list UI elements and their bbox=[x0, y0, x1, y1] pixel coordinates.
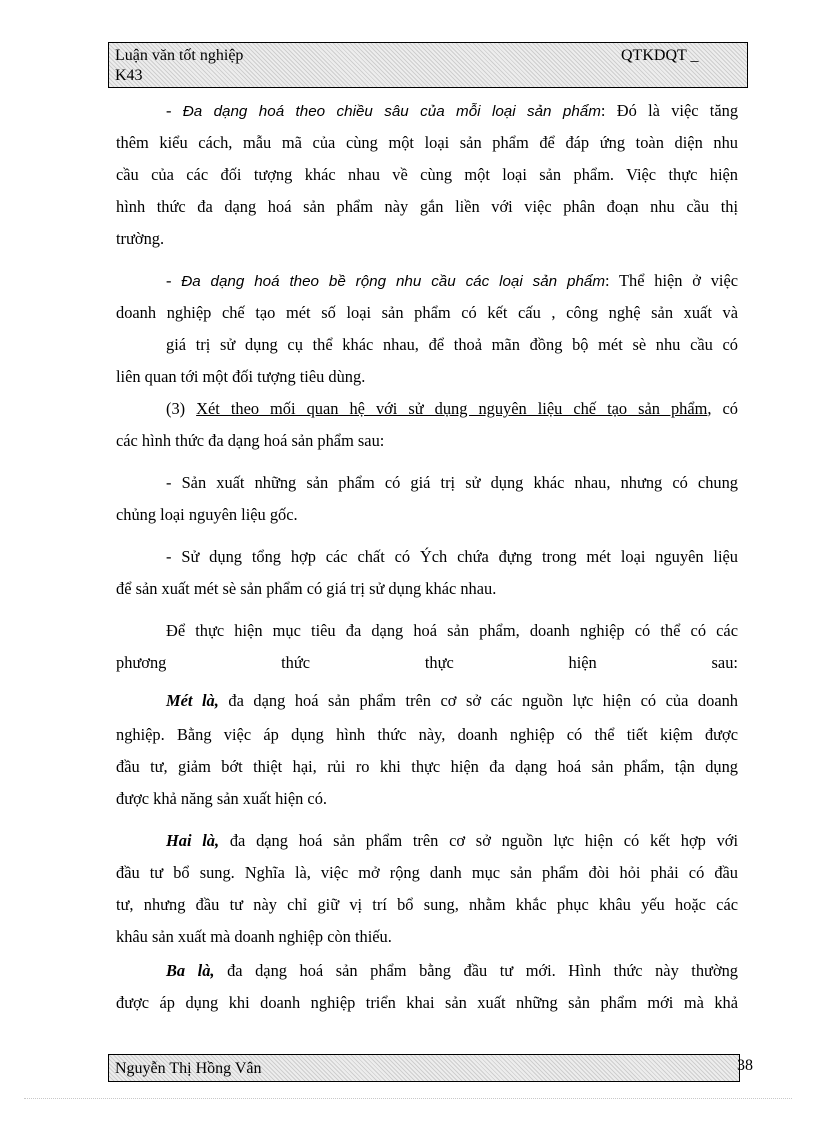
text-line: đầu tư, giảm bớt thiệt hại, rủi ro khi thực hiện đa dạng hoá sản phẩm, tận dụng bbox=[116, 757, 738, 776]
text-line: - Đa dạng hoá theo bề rộng nhu cầu các loại sản phẩm: Thể hiện ở việc bbox=[166, 271, 738, 290]
text-line: hình thức đa dạng hoá sản phẩm này gắn liền với việc phân đoạn nhu cầu thị bbox=[116, 197, 738, 216]
text-line: được khả năng sản xuất hiện có. bbox=[116, 789, 327, 808]
page-number: 38 bbox=[737, 1057, 753, 1074]
text-line: Mét là, đa dạng hoá sản phẩm trên cơ sở các nguồn lực hiện có của doanh bbox=[166, 691, 738, 710]
italic-term: Đa dạng hoá theo chiều sâu của mỗi loại sản phẩm bbox=[182, 103, 601, 120]
text-line: giá trị sử dụng cụ thể khác nhau, để thoả mãn đồng bộ mét sè nhu cầu có bbox=[166, 335, 738, 354]
text-line: Ba là, đa dạng hoá sản phẩm bằng đầu tư mới. Hình thức này thường bbox=[166, 961, 739, 980]
text-line: trường. bbox=[116, 229, 165, 248]
text-line: - Đa dạng hoá theo chiều sâu của mỗi loại sản phẩm: Đó là việc tăng bbox=[166, 101, 739, 120]
text-line: khâu sản xuất mà doanh nghiệp còn thiếu. bbox=[116, 927, 392, 946]
text-line-spread: phương thức thực hiện sau: bbox=[116, 653, 738, 672]
header-course-code: QTKDQT _ bbox=[621, 47, 699, 64]
text-line: thêm kiểu cách, mẫu mã của cùng một loại sản phẩm để đáp ứng toàn diện nhu bbox=[116, 133, 738, 152]
bold-italic-lead: Ba là, bbox=[166, 961, 215, 980]
bold-italic-lead: Hai là, bbox=[166, 831, 220, 850]
text-line: Hai là, đa dạng hoá sản phẩm trên cơ sở nguồn lực hiện có kết hợp với bbox=[166, 831, 738, 850]
page-header bbox=[108, 42, 748, 88]
text-line: liên quan tới một đối tượng tiêu dùng. bbox=[116, 367, 366, 386]
text-line: được áp dụng khi doanh nghiệp triển khai sản xuất những sản phẩm mới mà khả bbox=[116, 993, 738, 1012]
page-bottom-divider bbox=[24, 1098, 792, 1099]
text-line: tư, nhưng đầu tư này chỉ giữ vị trí bổ sung, nhằm khắc phục khâu yếu hoặc các bbox=[116, 895, 738, 914]
footer-author-name: Nguyễn Thị Hồng Vân bbox=[115, 1060, 262, 1077]
italic-term: Đa dạng hoá theo bề rộng nhu cầu các loại sản phẩm bbox=[181, 273, 605, 290]
text-line: nghiệp. Bằng việc áp dụng hình thức này, doanh nghiệp có thể tiết kiệm được bbox=[116, 725, 738, 744]
text-line: doanh nghiệp chế tạo mét số loại sản phẩm có kết cấu , công nghệ sản xuất và bbox=[116, 303, 738, 322]
page-footer bbox=[108, 1054, 740, 1082]
header-thesis-title: Luận văn tốt nghiệp bbox=[115, 47, 244, 64]
text-line: đầu tư bổ sung. Nghĩa là, việc mở rộng danh mục sản phẩm đòi hỏi phải có đầu bbox=[116, 863, 738, 882]
text-line: chủng loại nguyên liệu gốc. bbox=[116, 505, 298, 524]
text-line: Để thực hiện mục tiêu đa dạng hoá sản phẩm, doanh nghiệp có thể có các bbox=[166, 621, 738, 640]
text-line: để sản xuất mét sè sản phẩm có giá trị sử dụng khác nhau. bbox=[116, 579, 497, 598]
underlined-heading: Xét theo mối quan hệ với sử dụng nguyên liệu chế tạo sản phẩm bbox=[196, 399, 708, 418]
bold-italic-lead: Mét là, bbox=[166, 691, 219, 710]
header-class-code: K43 bbox=[115, 67, 143, 84]
text-line: - Sản xuất những sản phẩm có giá trị sử dụng khác nhau, nhưng có chung bbox=[166, 473, 738, 492]
text-line: - Sử dụng tổng hợp các chất có Ých chứa đựng trong mét loại nguyên liệu bbox=[166, 547, 738, 566]
text-line: các hình thức đa dạng hoá sản phẩm sau: bbox=[116, 431, 385, 450]
text-line: cầu của các đối tượng khác nhau về cùng một loại sản phẩm. Việc thực hiện bbox=[116, 165, 738, 184]
text-line: (3) Xét theo mối quan hệ với sử dụng nguyên liệu chế tạo sản phẩm, có bbox=[166, 399, 738, 418]
